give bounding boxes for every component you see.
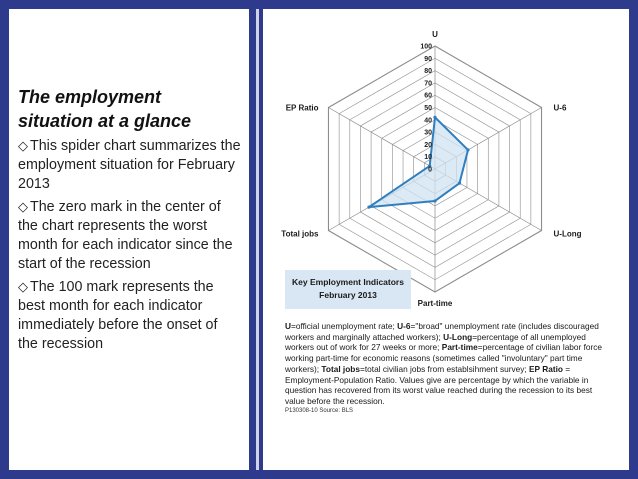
tick-label: 70 xyxy=(424,80,432,88)
tick-label: 20 xyxy=(424,141,432,149)
axis-label: U-Long xyxy=(553,229,582,239)
bullet-item xyxy=(18,277,241,354)
tick-label: 10 xyxy=(424,154,432,162)
tick-label: 40 xyxy=(424,117,432,125)
term-u6: U-6 xyxy=(397,321,411,331)
diamond-bullet-icon: ◇ xyxy=(18,279,28,294)
diamond-bullet-icon: ◇ xyxy=(18,138,28,153)
bullet-text: This spider chart summarizes the employment situation for February 2013 xyxy=(18,138,241,192)
axis-label: U-6 xyxy=(553,103,567,113)
data-point xyxy=(466,148,469,151)
def-ep: = Employment-Population Ratio. Values give are percentage by which the variable in question has recovered from its worst value reached during the recession to its best value before the recession. xyxy=(285,363,593,406)
term-totaljobs: Total jobs xyxy=(321,363,360,374)
data-point xyxy=(433,199,436,202)
term-u: U xyxy=(285,321,291,331)
bullet-item xyxy=(18,197,241,274)
text-panel xyxy=(9,9,249,470)
def-ulong: =percentage of all unemployed workers out of work for 27 weeks or more; xyxy=(285,331,586,353)
axis-label: EP Ratio xyxy=(285,103,319,113)
data-point xyxy=(367,206,370,209)
term-ulong: U-Long xyxy=(443,331,473,342)
chart-panel xyxy=(263,9,629,470)
data-point xyxy=(433,116,436,119)
def-u6: ="broad" unemployment rate (includes discouraged workers and marginally attached workers); xyxy=(285,321,599,342)
bullet-text: The zero mark in the center of the chart represents the worst month for each indicator since the start of the recession xyxy=(18,199,233,272)
tick-label: 60 xyxy=(424,92,432,100)
def-totaljobs: =total civilian jobs from establsihment survey; xyxy=(360,363,530,374)
panel-divider xyxy=(256,9,259,470)
term-parttime: Part-time xyxy=(441,342,478,353)
slide-title: The employment situation at a glance xyxy=(18,87,192,131)
data-point xyxy=(458,182,461,185)
def-parttime: =percentage of civilian labor force working part-time for economic reasons (sometimes called "involuntary" part time workers); xyxy=(285,342,603,374)
axis-label: Total jobs xyxy=(281,229,319,239)
chart-title-box xyxy=(285,270,411,309)
tick-label: 90 xyxy=(424,55,432,63)
bullet-item xyxy=(18,136,241,194)
tick-label: 80 xyxy=(424,68,432,76)
tick-label: 50 xyxy=(424,105,432,112)
term-ep: EP Ratio xyxy=(529,363,563,374)
axis-label: U xyxy=(432,30,438,39)
radar-chart xyxy=(263,9,629,309)
indicator-definitions xyxy=(285,321,611,415)
diamond-bullet-icon: ◇ xyxy=(18,199,28,214)
bullet-text: The 100 mark represents the best month for each indicator immediately before the onset of the recession xyxy=(18,279,218,352)
tick-label: 100 xyxy=(420,43,432,51)
def-u: =official unemployment rate; xyxy=(291,321,398,331)
series-polygon xyxy=(369,117,468,207)
source-note: P130308-10 Source: BLS xyxy=(285,407,354,414)
tick-label: 30 xyxy=(424,129,432,137)
tick-label: 0 xyxy=(428,166,432,174)
axis-label: Part-time xyxy=(417,299,453,308)
chart-title: Key Employment Indicators February 2013 xyxy=(292,277,404,300)
